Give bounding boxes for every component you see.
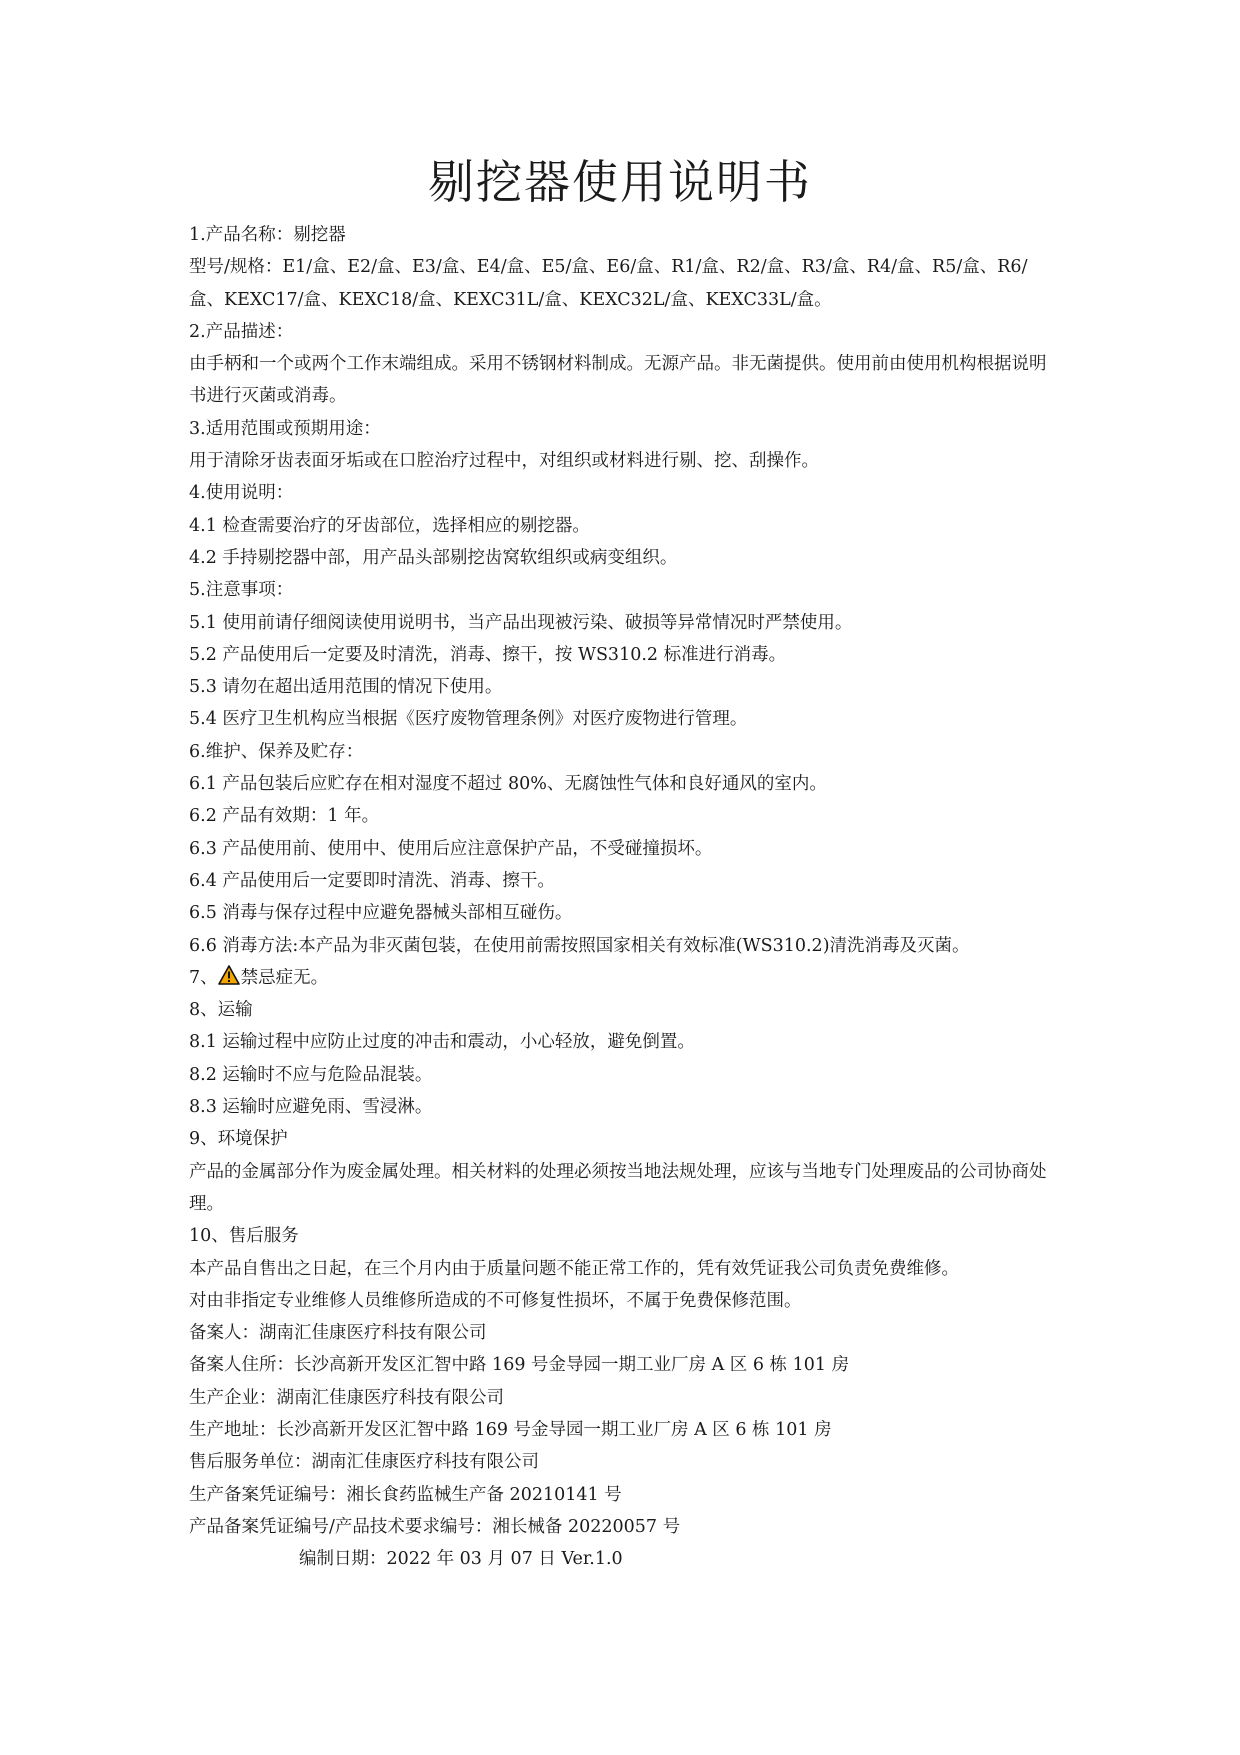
description-text: 由手柄和一个或两个工作末端组成。采用不锈钢材料制成。无源产品。非无菌提供。使用前由使用机构根据说明书进行灭菌或消毒。 [189, 354, 1047, 407]
environment-text: 产品的金属部分作为废金属处理。相关材料的处理必须按当地法规处理，应该与当地专门处理废品的公司协商处理。 [189, 1161, 1047, 1214]
contraindication-line [189, 962, 1061, 994]
scope-text: 用于清除牙齿表面牙垢或在口腔治疗过程中，对组织或材料进行剔、挖、刮操作。 [189, 451, 819, 472]
production-record-number: 生产备案凭证编号：湘长食药监械生产备 20210141 号 [189, 1484, 622, 1505]
registrant-address: 备案人住所：长沙高新开发区汇智中路 169 号金导园一期工业厂房 A 区 6 栋 101 房 [189, 1355, 850, 1376]
usage-item: 4.2 手持剔挖器中部，用产品头部剔挖齿窝软组织或病变组织。 [189, 547, 678, 568]
maintenance-item: 6.6 消毒方法:本产品为非灭菌包装，在使用前需按照国家相关有效标准(WS310.2)清洗消毒及灭菌。 [189, 935, 970, 956]
document-title: 剔挖器使用说明书 [428, 155, 812, 209]
section-heading-notice: 5.注意事项： [189, 580, 294, 601]
service-text: 对由非指定专业维修人员维修所造成的不可修复性损坏，不属于免费保修范围。 [189, 1290, 802, 1311]
section-heading-service: 10、售后服务 [189, 1226, 299, 1247]
contraindication-text: 禁忌症无。 [240, 967, 329, 988]
registrant: 备案人：湖南汇佳康医疗科技有限公司 [189, 1323, 487, 1344]
product-name: 1.产品名称：剔挖器 [189, 225, 346, 245]
maintenance-item: 6.3 产品使用前、使用中、使用后应注意保护产品，不受碰撞损坏。 [189, 838, 713, 859]
manufacturer-address: 生产地址：长沙高新开发区汇智中路 169 号金导园一期工业厂房 A 区 6 栋 101 房 [189, 1419, 832, 1440]
model-spec: 型号/规格：E1/盒、E2/盒、E3/盒、E4/盒、E5/盒、E6/盒、R1/盒、R2/盒、R3/盒、R4/盒、R5/盒、R6/盒、KEXC17/盒、KEXC18/盒、KEXC31L/盒、KEXC32L/盒、KEXC33L/盒。 [189, 257, 1028, 310]
document-body [189, 219, 1061, 1575]
section-heading-description: 2.产品描述： [189, 321, 294, 342]
section-heading-usage: 4.使用说明： [189, 483, 294, 504]
section-heading-scope: 3.适用范围或预期用途： [189, 418, 381, 439]
notice-item: 5.1 使用前请仔细阅读使用说明书，当产品出现被污染、破损等异常情况时严禁使用。 [189, 612, 853, 633]
warning-triangle-icon [218, 964, 240, 984]
service-text: 本产品自售出之日起，在三个月内由于质量问题不能正常工作的，凭有效凭证我公司负责免费维修。 [189, 1258, 959, 1279]
section-heading-transport: 8、运输 [189, 1000, 253, 1021]
compile-date: 编制日期：2022 年 03 月 07 日 Ver.1.0 [299, 1549, 623, 1570]
maintenance-item: 6.5 消毒与保存过程中应避免器械头部相互碰伤。 [189, 903, 573, 924]
transport-item: 8.3 运输时应避免雨、雪浸淋。 [189, 1097, 433, 1118]
maintenance-item: 6.1 产品包装后应贮存在相对湿度不超过 80%、无腐蚀性气体和良好通风的室内。 [189, 774, 827, 795]
maintenance-item: 6.4 产品使用后一定要即时清洗、消毒、擦干。 [189, 870, 555, 891]
manufacturer: 生产企业：湖南汇佳康医疗科技有限公司 [189, 1387, 504, 1408]
notice-item: 5.4 医疗卫生机构应当根据《医疗废物管理条例》对医疗废物进行管理。 [189, 709, 748, 730]
notice-item: 5.3 请勿在超出适用范围的情况下使用。 [189, 677, 503, 698]
transport-item: 8.2 运输时不应与危险品混装。 [189, 1064, 433, 1085]
usage-item: 4.1 检查需要治疗的牙齿部位，选择相应的剔挖器。 [189, 515, 590, 536]
service-unit: 售后服务单位：湖南汇佳康医疗科技有限公司 [189, 1452, 539, 1473]
product-record-number: 产品备案凭证编号/产品技术要求编号：湘长械备 20220057 号 [189, 1516, 681, 1537]
transport-item: 8.1 运输过程中应防止过度的冲击和震动，小心轻放，避免倒置。 [189, 1032, 695, 1053]
notice-item: 5.2 产品使用后一定要及时清洗，消毒、擦干，按 WS310.2 标准进行消毒。 [189, 644, 787, 665]
contraindication-prefix: 7、 [189, 967, 218, 988]
section-heading-maintenance: 6.维护、保养及贮存： [189, 741, 364, 762]
section-heading-environment: 9、环境保护 [189, 1129, 288, 1150]
maintenance-item: 6.2 产品有效期：1 年。 [189, 806, 380, 827]
